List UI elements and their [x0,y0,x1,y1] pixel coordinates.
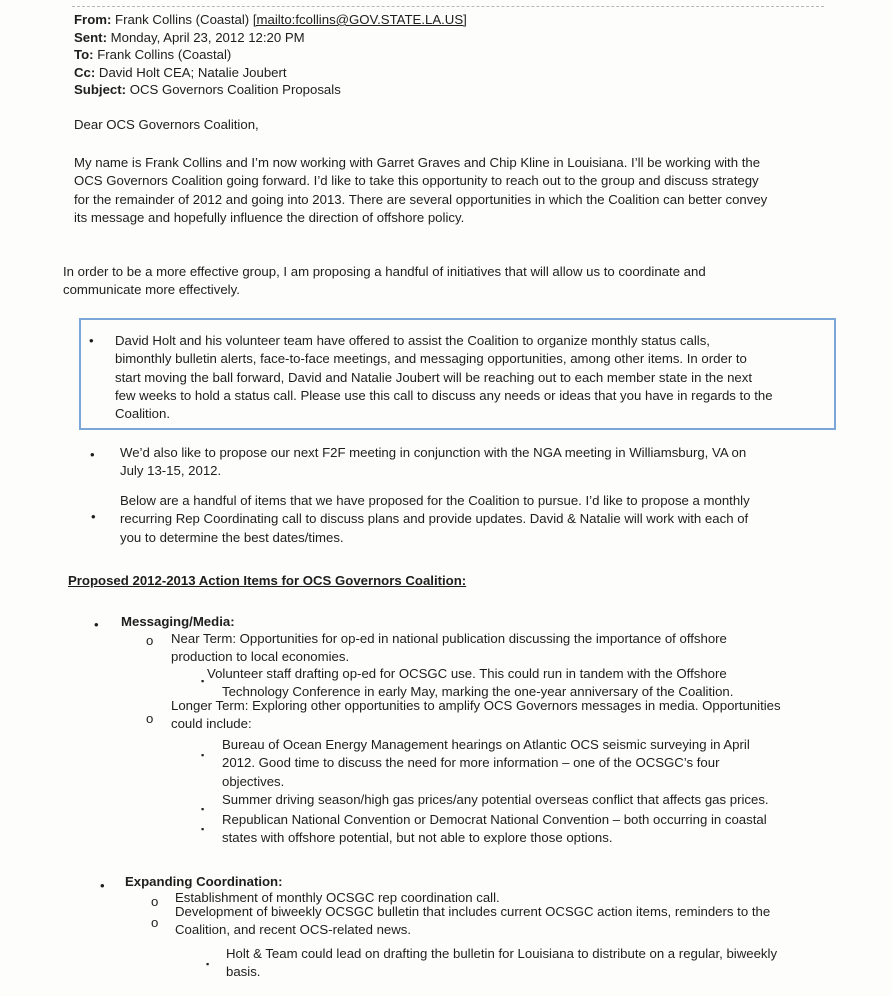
text-line: bimonthly bulletin alerts, face-to-face meetings, and messaging opportunities, among other items. In order to [115,351,747,367]
text-line: In order to be a more effective group, I am proposing a handful of initiatives that will allow us to coordinate and [63,264,706,279]
text-line: Near Term: Opportunities for op-ed in national publication discussing the importance of offshore [171,631,727,646]
coordination-item-bulletin [175,903,835,940]
subject-label: Subject: [74,82,127,98]
near-term-item [171,630,811,667]
longer-term-subitem-conventions [222,811,832,848]
page-top-rule [72,6,824,7]
longer-term-subitem-boem [222,736,822,791]
text-line: recurring Rep Coordinating call to discuss plans and provide updates. David & Natalie will work with each of [120,511,749,527]
bullet-icon: • [89,333,94,348]
text-line: objectives. [222,773,285,789]
from-mailto-link[interactable]: [mailto:fcollins@GOV.STATE.LA.US] [252,12,467,27]
subject-value: OCS Governors Coalition Proposals [129,82,341,98]
from-value: Frank Collins (Coastal) [115,12,250,27]
text-line: OCS Governors Coalition going forward. I’d like to take this opportunity to reach out to the group and discuss strategy [74,173,759,189]
proposal-intro-paragraph [63,263,853,300]
greeting: Dear OCS Governors Coalition, [74,117,259,132]
longer-term-item [171,697,831,734]
text-line: David Holt and his volunteer team have offered to assist the Coalition to organize monthly status calls, [115,333,710,348]
text-line: My name is Frank Collins and I’m now working with Garret Graves and Chip Kline in Louisiana. I’ll be working with the [74,155,761,170]
from-label: From: [74,12,112,27]
sent-value: Monday, April 23, 2012 12:20 PM [110,29,305,45]
leaf-bullet-icon: ▪ [201,804,205,814]
section-title: Proposed 2012-2013 Action Items for OCS Governors Coalition: [68,573,467,588]
text-line: Below are a handful of items that we have proposed for the Coalition to pursue. I’d like to propose a monthly [120,493,750,508]
intro-paragraph [74,154,864,227]
to-line [74,46,834,64]
leaf-bullet-icon: ▪ [201,750,205,760]
cc-line [74,64,834,82]
sent-line [74,29,834,47]
text-line: Summer driving season/high gas prices/any potential overseas conflict that affects gas prices. [222,792,769,807]
text-line: Development of biweekly OCSGC bulletin that includes current OCSGC action items, reminders to the [175,904,771,919]
text-line: could include: [171,716,252,732]
leaf-bullet-icon: ▪ [206,959,210,969]
text-line: Republican National Convention or Democrat National Convention – both occurring in coastal [222,812,767,827]
coordination-subitem-holt-team [226,945,836,982]
text-line: We’d also like to propose our next F2F meeting in conjunction with the NGA meeting in Williamsburg, VA on [120,445,747,460]
text-line: for the remainder of 2012 and going into 2013. There are several opportunities in which the Coalition can better convey [74,191,768,207]
bullet-item-status-calls [115,332,827,423]
text-line: basis. [226,964,261,980]
bullet-icon: • [90,447,95,462]
sub-bullet-icon: o [151,894,159,909]
sub-bullet-icon: o [146,711,154,726]
email-header [74,11,834,99]
text-line: Coalition. [115,406,170,422]
text-line: few weeks to hold a status call. Please use this call to discuss any needs or ideas that you have in regards to the [115,387,773,403]
sub-bullet-icon: o [151,915,159,930]
text-line: start moving the ball forward, David and Natalie Joubert will be reaching out to each member state in the next [115,369,752,385]
leaf-bullet-icon: ▪ [201,824,205,834]
text-line: its message and hopefully influence the direction of offshore policy. [74,209,465,225]
text-line: communicate more effectively. [63,282,240,298]
coordination-item-rep-call: Establishment of monthly OCSGC rep coordination call. [175,890,500,905]
bullet-item-f2f-meeting [120,444,832,481]
to-label: To: [74,47,94,63]
longer-term-subitem-gas-prices [222,791,832,809]
text-line: Holt & Team could lead on drafting the bulletin for Louisiana to distribute on a regular, biweekly [226,946,778,961]
messaging-media-heading: Messaging/Media: [121,614,235,629]
bullet-icon: • [100,878,105,893]
cc-label: Cc: [74,64,96,80]
text-line: Coalition, and recent OCS-related news. [175,922,412,938]
text-line: July 13-15, 2012. [120,463,222,479]
subject-line [74,81,834,99]
text-line: Longer Term: Exploring other opportunities to amplify OCS Governors messages in media. Opportunities [171,698,781,713]
bullet-icon: • [94,617,99,632]
text-line: you to determine the best dates/times. [120,529,344,545]
sent-label: Sent: [74,29,107,45]
bullet-icon: • [91,509,96,524]
text-line: states with offshore potential, but not able to explore those options. [222,830,613,846]
to-value: Frank Collins (Coastal) [97,47,232,63]
sub-bullet-icon: o [146,633,154,648]
cc-value: David Holt CEA; Natalie Joubert [98,64,287,80]
text-line: 2012. Good time to discuss the need for more information – one of the OCSGC’s four [222,755,720,771]
text-line: Bureau of Ocean Energy Management hearings on Atlantic OCS seismic surveying in April [222,737,750,752]
expanding-coordination-heading: Expanding Coordination: [125,874,283,889]
text-line: Technology Conference in early May, marking the one-year anniversary of the Coalition. [222,684,734,700]
from-line [74,11,834,29]
bullet-item-action-items [120,492,832,547]
leaf-bullet-icon: ▪ [201,676,205,686]
text-line: Volunteer staff drafting op-ed for OCSGC use. This could run in tandem with the Offshore [207,666,727,681]
text-line: production to local economies. [171,649,350,665]
